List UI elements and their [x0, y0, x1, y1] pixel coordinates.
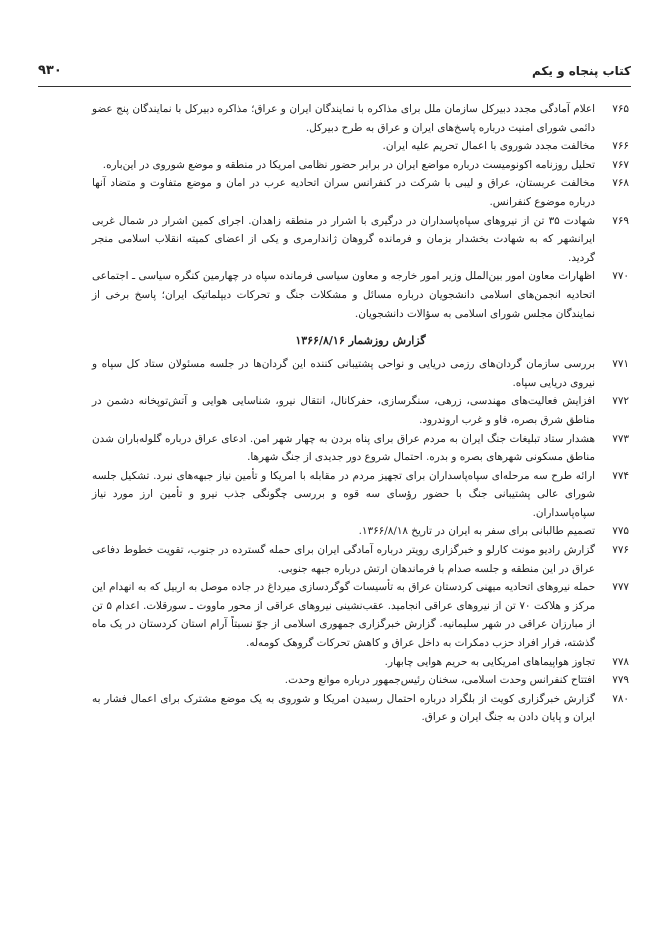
- entry-number: ۷۶۸: [612, 177, 629, 190]
- list-item: [92, 671, 629, 690]
- entry-text: اظهارات معاون امور بین‌الملل وزیر امور خارجه و معاون سیاسی فرمانده سپاه در چهارمین کنگره سیاسی ـ اجتماعی اتحادیه انجمن‌های اسلامی دانشجویان درباره مسائل و مشکلات جنگ و تحرکات دیپلماتیک ایران؛ پاسخ برخی از نمایندگان مجلس شورای اسلامی به سؤالات دانشجویان.: [92, 270, 595, 320]
- entry-number: ۷۷۰: [612, 270, 629, 283]
- entry-text: حمله نیروهای اتحادیه میهنی کردستان عراق به تأسیسات گوگردسازی میرداغ در جاده موصل به اربیل که به انهدام این مرکز و هلاکت ۷۰ تن از نیروهای عراقی انجامید. عقب‌نشینی نیروهای عراقی از محور ماووت ـ سورقلات. اعدام ۵ تن از مبارزان عراقی در شهر سلیمانیه. گزارش خبرگزاری جمهوری اسلامی از جوّ نسبتاً آرام استان کردستان در یک ماه گذشته، فرار افراد حزب دمکرات به داخل عراق و کاهش تحرکات گروهک کومه‌له.: [92, 581, 596, 650]
- list-item: [92, 174, 629, 211]
- entry-number: ۷۷۱: [612, 358, 629, 371]
- list-item: [92, 100, 629, 137]
- entry-text: هشدار ستاد تبلیغات جنگ ایران به مردم عراق برای پناه بردن به چهار شهر امن. ادعای عراق درباره گلوله‌باران شدن مناطق مسکونی شهرهای بصره و بدره. احتمال شروع دور جدیدی از جنگ شهرها.: [92, 432, 595, 464]
- list-item: [92, 392, 629, 429]
- entry-number: ۷۶۵: [612, 103, 629, 115]
- list-item: [92, 541, 629, 578]
- list-item: [92, 430, 629, 467]
- list-item: [92, 212, 629, 268]
- entry-number: ۷۷۵: [612, 525, 629, 538]
- entry-text: گزارش رادیو مونت کارلو و خبرگزاری رویتر درباره آمادگی ایران برای حمله گسترده در جنوب، تقویت خطوط دفاعی عراق در این منطقه و جلسه صدام با فرماندهان ارتش درباره جبهه جنوبی.: [92, 544, 595, 575]
- entry-text: افزایش فعالیت‌های مهندسی، زرهی، سنگرسازی، حفرکانال، انتقال نیرو، شناسایی هوایی و آتش‌توپخانه دشمن در مناطق شرق بصره، فاو و غرب اروندرود.: [92, 395, 595, 426]
- entry-text: شهادت ۳۵ تن از نیروهای سپاه‌پاسداران در درگیری با اشرار در منطقه زاهدان. اجرای کمین اشرار در شمال غربی ایرانشهر که به شهادت بخشدار بزمان و فرمانده گروهان ژاندارمری و یکی از اعضای کمیته انقلاب اسلامی منجر گردید.: [92, 214, 595, 264]
- entry-text: مخالفت عربستان، عراق و لیبی با شرکت در کنفرانس سران اتحادیه عرب در امان و موضع متفاوت و متضاد آنها درباره موضوع کنفرانس.: [92, 177, 595, 208]
- list-item: [92, 522, 629, 541]
- entry-number: ۷۷۲: [612, 395, 629, 408]
- entry-number: ۷۷۳: [612, 432, 629, 445]
- list-item: [92, 137, 629, 156]
- entry-number: ۷۷۸: [612, 655, 629, 668]
- list-item: [92, 690, 629, 727]
- list-item: [92, 653, 629, 672]
- entry-text: افتتاح کنفرانس وحدت اسلامی، سخنان رئیس‌جمهور درباره موانع وحدت.: [284, 674, 595, 687]
- entry-number: ۷۷۴: [612, 469, 629, 482]
- entry-text: اعلام آمادگی مجدد دبیرکل سازمان ملل برای مذاکره با نمایندگان ایران و عراق؛ مذاکره دبیرکل با نمایندگان پنج عضو دائمی شورای امنیت درباره پاسخ‌های ایران و عراق به طرح دبیرکل.: [92, 103, 595, 134]
- entry-number: ۷۷۷: [612, 581, 629, 594]
- book-title: کتاب پنجاه و یکم: [532, 64, 631, 78]
- page-content: [92, 100, 629, 727]
- entry-number: ۷۶۶: [612, 140, 629, 153]
- running-header: [38, 60, 631, 87]
- entry-text: گزارش خبرگزاری کویت از بلگراد درباره احتمال رسیدن امریکا و شوروی به یک موضع مشترک برای اعمال فشار به ایران و پایان دادن به جنگ ایران و عراق.: [92, 692, 595, 724]
- entry-text: مخالفت مجدد شوروی با اعمال تحریم علیه ایران.: [382, 140, 595, 153]
- entry-number: ۷۶۹: [612, 214, 629, 227]
- list-item: [92, 267, 629, 323]
- page-number: ۹۳۰: [38, 63, 62, 78]
- entry-number: ۷۷۹: [612, 674, 629, 687]
- entry-number: ۷۶۷: [612, 158, 629, 171]
- list-item: [92, 355, 629, 392]
- entry-text: بررسی سازمان گردان‌های رزمی دریایی و نواحی پشتیبانی کننده این گردان‌ها در جلسه مسئولان ستاد کل سپاه و نیروی دریایی سپاه.: [92, 358, 595, 389]
- entry-text: تصمیم طالبانی برای سفر به ایران در تاریخ ۱۳۶۶/۸/۱۸.: [358, 525, 595, 538]
- list-item: [92, 467, 629, 523]
- section-title: گزارش روزشمار ۱۳۶۶/۸/۱۶: [295, 334, 426, 348]
- list-item: [92, 578, 629, 652]
- entry-text: ارائه طرح سه مرحله‌ای سپاه‌پاسداران برای تجهیز مردم در مقابله با امریکا و تأمین نیاز جبهه‌های نبرد. تشکیل جلسه شورای عالی پشتیبانی جنگ با حضور رؤسای سه قوه و بررسی چگونگی جذب نیرو و تأمین ارز مورد نیاز سپاه‌پاسداران.: [92, 469, 595, 519]
- entry-text: تجاوز هواپیماهای امریکایی به حریم هوایی چابهار.: [384, 655, 595, 668]
- list-item: [92, 156, 629, 175]
- entry-number: ۷۷۶: [612, 544, 629, 557]
- entry-text: تحلیل روزنامه اکونومیست درباره مواضع ایران در برابر حضور نظامی امریکا در منطقه و موضع شوروی در این‌باره.: [102, 158, 595, 171]
- entry-number: ۷۸۰: [612, 692, 629, 705]
